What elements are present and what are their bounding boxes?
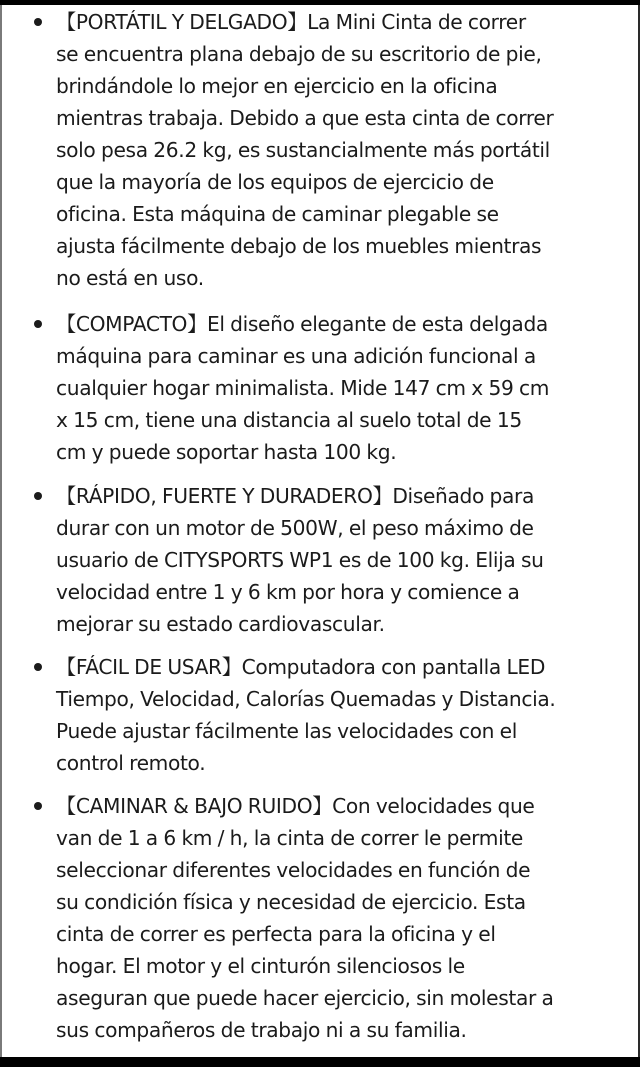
feature-heading: 【COMPACTO】 xyxy=(56,312,207,336)
feature-line xyxy=(56,651,626,683)
feature-line xyxy=(56,6,626,38)
feature-line: se encuentra plana debajo de su escritorio de pie, xyxy=(56,42,542,66)
feature-heading: 【FÁCIL DE USAR】 xyxy=(56,655,242,679)
feature-line: cualquier hogar minimalista. Mide 147 cm x 59 cm xyxy=(56,376,550,400)
feature-line: x 15 cm, tiene una distancia al suelo total de 15 xyxy=(56,408,522,432)
feature-heading: 【PORTÁTIL Y DELGADO】 xyxy=(56,10,308,34)
bullet-icon xyxy=(34,18,42,26)
feature-item-compacto xyxy=(56,308,626,468)
product-description-page xyxy=(0,5,640,1057)
feature-text: La Mini Cinta de correr xyxy=(307,10,526,34)
feature-line: mejorar su estado cardiovascular. xyxy=(56,612,385,636)
feature-line: máquina para caminar es una adición funcional a xyxy=(56,344,536,368)
feature-item-portatil xyxy=(56,6,626,294)
feature-line: solo pesa 26.2 kg, es sustancialmente más portátil xyxy=(56,138,550,162)
feature-text: Computadora con pantalla LED xyxy=(241,655,546,679)
bottom-border xyxy=(0,1057,640,1067)
bullet-icon xyxy=(34,492,42,500)
feature-heading: 【CAMINAR & BAJO RUIDO】 xyxy=(56,794,333,818)
feature-line: cm y puede soportar hasta 100 kg. xyxy=(56,440,397,464)
feature-line: ajusta fácilmente debajo de los muebles mientras xyxy=(56,234,542,258)
feature-item-facil xyxy=(56,651,626,779)
feature-line: Puede ajustar fácilmente las velocidades con el xyxy=(56,719,517,743)
bullet-icon xyxy=(34,320,42,328)
bullet-icon xyxy=(34,802,42,810)
feature-line: su condición física y necesidad de ejercicio. Esta xyxy=(56,890,526,914)
bullet-icon xyxy=(34,663,42,671)
feature-item-rapido xyxy=(56,480,626,640)
feature-line: aseguran que puede hacer ejercicio, sin molestar a xyxy=(56,986,554,1010)
feature-text: Diseñado para xyxy=(392,484,535,508)
feature-line: mientras trabaja. Debido a que esta cinta de correr xyxy=(56,106,554,130)
feature-heading: 【RÁPIDO, FUERTE Y DURADERO】 xyxy=(56,484,393,508)
feature-line xyxy=(56,480,626,512)
feature-line: brindándole lo mejor en ejercicio en la oficina xyxy=(56,74,498,98)
feature-line: no está en uso. xyxy=(56,266,204,290)
feature-item-caminar xyxy=(56,790,626,1046)
feature-line xyxy=(56,308,626,340)
feature-line: hogar. El motor y el cinturón silenciosos le xyxy=(56,954,465,978)
feature-line: control remoto. xyxy=(56,751,206,775)
feature-line: cinta de correr es perfecta para la oficina y el xyxy=(56,922,496,946)
feature-line: usuario de CITYSPORTS WP1 es de 100 kg. Elija su xyxy=(56,548,544,572)
feature-line: oficina. Esta máquina de caminar plegable se xyxy=(56,202,499,226)
feature-line xyxy=(56,790,626,822)
feature-text: El diseño elegante de esta delgada xyxy=(206,312,548,336)
feature-line: velocidad entre 1 y 6 km por hora y comience a xyxy=(56,580,520,604)
feature-line: durar con un motor de 500W, el peso máximo de xyxy=(56,516,534,540)
feature-line: van de 1 a 6 km / h, la cinta de correr le permite xyxy=(56,826,523,850)
feature-line: que la mayoría de los equipos de ejercicio de xyxy=(56,170,494,194)
feature-line: seleccionar diferentes velocidades en función de xyxy=(56,858,531,882)
feature-line: sus compañeros de trabajo ni a su familia. xyxy=(56,1018,467,1042)
feature-text: Con velocidades que xyxy=(332,794,535,818)
feature-line: Tiempo, Velocidad, Calorías Quemadas y Distancia. xyxy=(56,687,556,711)
